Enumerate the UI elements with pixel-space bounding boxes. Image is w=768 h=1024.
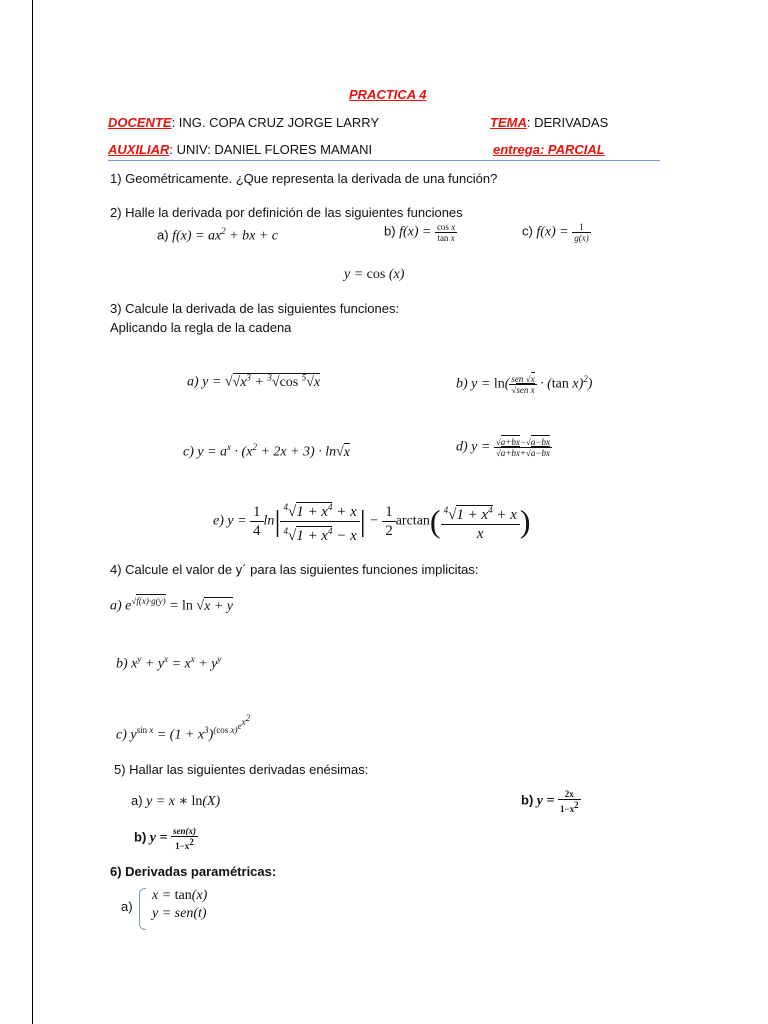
q2-b-formula: b) f(x) = $\frac{\text{cos x}}{\text{tan x}}$ bbox=[384, 222, 456, 243]
q4-text: 4) Calcule el valor de y´ para las siguientes funciones implicitas: bbox=[110, 562, 479, 577]
q5-b1-formula: b) y = $\frac{2x}{1-x^2}$ bbox=[521, 789, 579, 814]
q2-a-formula: a) $f(x) = ax^2$ + bx + c bbox=[157, 226, 278, 244]
q3-b-formula: b) y = ln( $\frac{\text{sen √x}}{\text{√sen x}}$ · (tan x)$^2$) bbox=[456, 374, 593, 395]
tema-value: : DERIVADAS bbox=[526, 115, 609, 130]
q2-text: 2) Halle la derivada por definición de las siguientes funciones bbox=[110, 205, 463, 220]
docente-value: : ING. COPA CRUZ JORGE LARRY bbox=[171, 115, 380, 130]
tema-line bbox=[490, 115, 608, 130]
q6-a-label: a) bbox=[121, 899, 133, 914]
docente-label: DOCENTE bbox=[108, 115, 172, 130]
q5-text: 5) Hallar las siguientes derivadas enésimas: bbox=[114, 762, 369, 777]
q1-text: 1) Geométricamente. ¿Que representa la derivada de una función? bbox=[110, 171, 498, 186]
header-divider bbox=[108, 160, 660, 161]
q3-d-formula: d) y = $\frac{√a+bx-√a-bx}{√a+bx+√a-bx}$ bbox=[456, 437, 550, 458]
q3-a-formula: a) $y = √√x^3 + ^3√\cos$ $^5$√x bbox=[187, 372, 321, 390]
q6-a-line1: x = tan(x) bbox=[152, 888, 208, 903]
auxiliar-label: AUXILIAR bbox=[108, 142, 170, 157]
q6-a-line2: y = sen(t) bbox=[152, 906, 207, 921]
q3-e-formula: e) y = $\frac{1}{4}$ ln| $\frac{^4√1 + x^4 + x}{^4√1 + x^4 - x}$ | − $\frac{1}{2}$ arctan( $\frac{^4√1 + x^4 + x}{x}$ ) bbox=[213, 498, 531, 545]
q4-b-formula: b) $x^y + y^x = x^x + y^y$ bbox=[116, 654, 222, 672]
q3-text: 3) Calcule la derivada de las siguientes funciones: bbox=[110, 301, 400, 316]
q6-brace bbox=[139, 888, 146, 930]
q2-d-formula: y = cos (x) bbox=[344, 267, 405, 282]
q6-text: 6) Derivadas paramétricas: bbox=[110, 864, 277, 879]
page-title: PRACTICA 4 bbox=[349, 87, 427, 102]
q3-subtext: Aplicando la regla de la cadena bbox=[110, 320, 292, 335]
q2-c-formula: c) f(x) = $\frac{1}{g(x)}$ bbox=[522, 222, 589, 243]
auxiliar-line bbox=[108, 142, 372, 157]
q4-c-formula: c) $y^{sin x} = (1 + x^3)^{(cos x)^{e^{x^2}}}$ bbox=[116, 713, 251, 743]
q5-a-formula: a) y = x ∗ ln(X) bbox=[131, 793, 221, 809]
q5-b2-formula: b) y = $\frac{\text{sen(x)}}{1-x^2}$ bbox=[134, 826, 196, 851]
entrega-label: entrega: PARCIAL bbox=[493, 142, 605, 157]
docente-line bbox=[108, 115, 379, 130]
q3-c-formula: c) $y = a^x \cdot (x^2 + 2x + 3) \cdot \ln√x$ bbox=[183, 442, 350, 460]
page-left-border bbox=[32, 0, 33, 1024]
auxiliar-value: : UNIV: DANIEL FLORES MAMANI bbox=[169, 142, 373, 157]
q4-a-formula: a) $e^{√f(x)\cdot g(y)} = \ln √x + y$ bbox=[110, 596, 233, 614]
tema-label: TEMA bbox=[490, 115, 527, 130]
